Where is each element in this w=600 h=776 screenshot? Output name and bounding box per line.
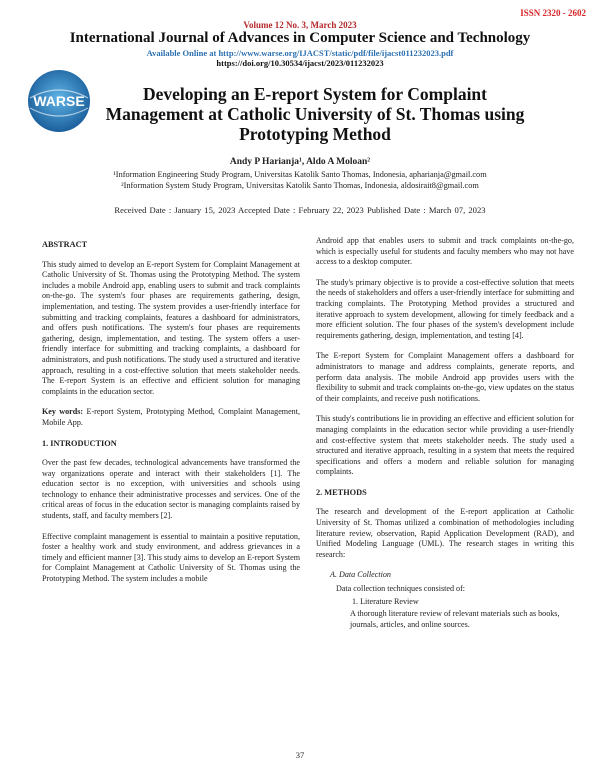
right-paragraph-3: The E-report System for Complaint Management offers a dashboard for administrators to manage and address complaints, generate reports, and perform data analysis. The mobile Android app provides users with the flexibility to submit and track complaints on-the-go, view updates on the status of their complaints, and receive push notifications. (316, 351, 574, 403)
literature-review-text: A thorough literature review of relevant materials such as books, journals, articles, and online sources. (350, 609, 560, 629)
keywords-label: Key words: (42, 407, 84, 417)
right-column (316, 236, 574, 630)
abstract-text: This study aimed to develop an E-report System for Complaint Management at Catholic University of St. Thomas using the Prototyping Method. The system includes a mobile Android app, enabling users to submit and track complaints on-the-go. The system's four phases are requirements gathering, design, implementation, and testing. The system provides a user-friendly interface for submitting and tracking complaints, features a dashboard for administrators, and offers push notifications. The system's four phases are requirements gathering, design, implementation, and testing. The system offers a user-friendly interface for submitting and tracking complaints, a dashboard for administrators, and push notifications. The study used a structured and iterative approach, resulting in a cost-effective solution that meets stakeholder needs. The E-report System is an effective and efficient solution for managing complaints in the education sector. (42, 259, 300, 396)
right-paragraph-2: The study's primary objective is to provide a cost-effective solution that meets the needs of stakeholders and offers a user-friendly interface for submitting and tracking complaints. The Prototyping Method provides a structured and iterative approach to system development, allowing for timely feedback and a more efficient solution. The four phases of the system's development include requirements gathering, design, implementation, and testing [4]. (316, 277, 574, 340)
warse-logo (26, 68, 92, 134)
intro-paragraph-1: Over the past few decades, technological advancements have transformed the way organizations operate and interact with their stakeholders [1]. The education sector is no exception, with universities and schools using technology to enhance their administrative processes and services. One of the critical areas of focus in the education sector is managing complaints raised by students, staff, and faculty members [2]. (42, 458, 300, 521)
keywords-text: E-report System, Prototyping Method, Complaint Management, Mobile App. (42, 407, 300, 427)
affiliation-2: ²Information System Study Program, Universitas Katolik Santo Thomas, Indonesia, aldosirait8@gmail.com (121, 181, 479, 190)
list-item-literature-review: 1. Literature Review (352, 596, 419, 606)
doi-link[interactable]: https://doi.org/10.30534/ijacst/2023/011232023 (216, 58, 384, 68)
volume-info: Volume 12 No. 3, March 2023 (243, 20, 357, 30)
availability-link[interactable]: Available Online at http://www.warse.org/IJACST/static/pdf/file/ijacst011232023.pdf (146, 48, 454, 58)
paper-title: Developing an E-report System for Complaint Management at Catholic University of St. Thomas using Prototyping Method (105, 84, 525, 144)
subsection-data-collection: A. Data Collection (330, 570, 391, 580)
issn-label: ISSN 2320 - 2602 (520, 8, 586, 18)
data-collection-text: Data collection techniques consisted of: (336, 584, 466, 594)
left-column (42, 240, 300, 595)
right-paragraph-1: Android app that enables users to submit and track complaints on-the-go, which is especially useful for students and faculty members who may not have access to a desktop computer. (316, 236, 574, 267)
logo-text: WARSE (33, 93, 85, 109)
publication-dates: Received Date : January 15, 2023 Accepted Date : February 22, 2023 Published Date : March 07, 2023 (114, 205, 486, 215)
abstract-heading: ABSTRACT (42, 240, 88, 249)
page-number: 37 (295, 750, 305, 760)
methods-paragraph: The research and development of the E-report application at Catholic University of St. Thomas utilized a combination of methodologies including literature review, observation, Rapid Application Development (RAD), and Unified Modeling Language (UML). The research stages in writing this research: (316, 507, 574, 559)
authors: Andy P Harianja¹, Aldo A Moloan² (229, 157, 371, 167)
keywords (42, 407, 300, 428)
right-paragraph-4: This study's contributions lie in providing an effective and efficient solution for managing complaints in the education sector while providing a user-friendly and cost-effective system that meets stakeholder needs. The study used a structured and iterative approach, resulting in a system that meets the required specifications and offers a modern and reliable solution for managing complaints. (316, 414, 574, 477)
intro-paragraph-2: Effective complaint management is essential to maintain a positive reputation, foster a healthy work and study environment, and address grievances in a timely and efficient manner [3]. This study aims to develop an E-report System for Complaint Management at Catholic University of St. Thomas using the Prototyping Method. The system includes a mobile (42, 531, 300, 584)
methods-heading: 2. METHODS (316, 487, 367, 497)
intro-heading: 1. INTRODUCTION (42, 438, 117, 448)
affiliation-1: ¹Information Engineering Study Program, Universitas Katolik Santo Thomas, Indonesia, apharianja@gmail.com (113, 170, 487, 179)
journal-title: International Journal of Advances in Computer Science and Technology (69, 30, 531, 46)
